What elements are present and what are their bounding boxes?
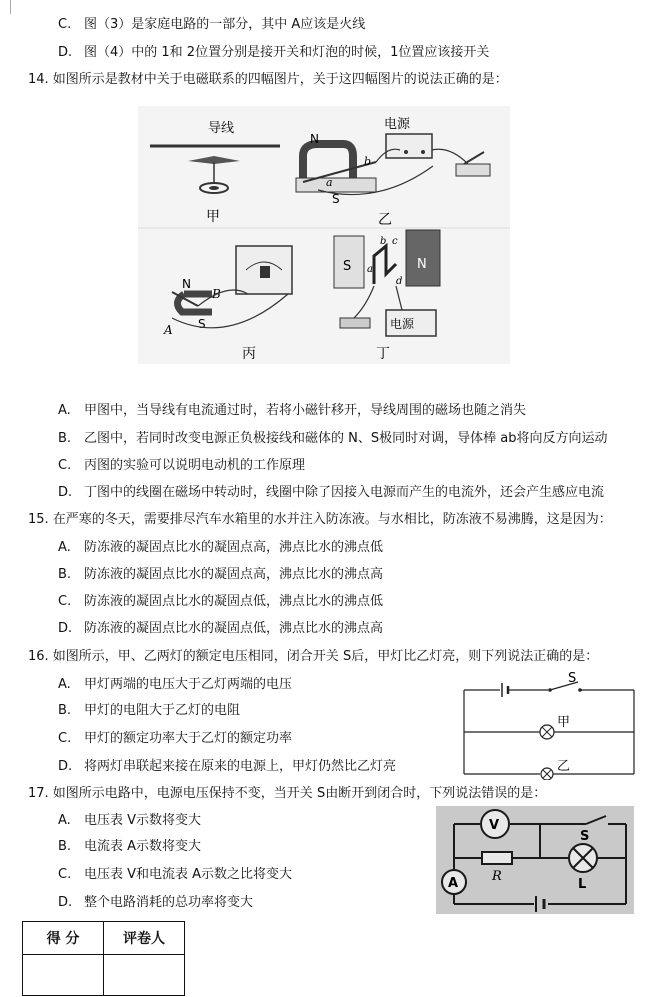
svg-text:b: b	[380, 236, 387, 247]
page-edge-line	[10, 0, 11, 14]
score-header: 得 分	[23, 922, 104, 955]
label-yi: 乙	[378, 212, 392, 228]
svg-text:N: N	[182, 277, 191, 291]
q14-option-b: B. 乙图中，若同时改变电源正负极接线和磁体的 N、S极同时对调，导体棒 ab将向反方向运动	[58, 431, 608, 446]
q16-option-d: D. 将两灯串联起来接在原来的电源上，甲灯仍然比乙灯亮	[58, 759, 397, 774]
q17-circuit	[436, 806, 634, 914]
grader-header: 评卷人	[104, 922, 185, 955]
q17-option-d: D. 整个电路消耗的总功率将变大	[58, 895, 254, 910]
svg-text:a: a	[326, 176, 333, 189]
ammeter-label: A	[448, 876, 459, 891]
option-d-prev: D. 图（4）中的 1和 2位置分别是接开关和灯泡的时候，1位置应该接开关	[58, 45, 490, 60]
lamp2-label: 乙	[557, 759, 571, 774]
svg-text:d: d	[396, 276, 403, 287]
lamp-label: L	[578, 877, 587, 892]
score-table	[22, 921, 185, 996]
svg-text:A: A	[164, 323, 173, 337]
q15-option-d: D. 防冻液的凝固点比水的凝固点低，沸点比水的沸点高	[58, 621, 384, 636]
svg-text:a: a	[367, 264, 373, 275]
svg-text:电源: 电源	[390, 317, 415, 331]
q14-option-d: D. 丁图中的线圈在磁场中转动时，线圈中除了因接入电源而产生的电流外，还会产生感应电流	[58, 485, 605, 500]
svg-text:B: B	[212, 287, 221, 301]
svg-text:N: N	[310, 132, 319, 146]
q16-option-a: A. 甲灯两端的电压大于乙灯两端的电压	[58, 677, 293, 692]
q16-option-b: B. 甲灯的电阻大于乙灯的电阻	[58, 703, 241, 718]
q17-option-a: A. 电压表 V示数将变大	[58, 813, 202, 828]
q15-option-c: C. 防冻液的凝固点比水的凝固点低，沸点比水的沸点低	[58, 594, 384, 609]
option-c-prev: C. 图（3）是家庭电路的一部分，其中 A应该是火线	[58, 17, 366, 32]
lamp1-label: 甲	[557, 715, 571, 730]
question-14-stem: 14. 如图所示是教材中关于电磁联系的四幅图片，关于这四幅图片的说法正确的是：	[28, 72, 508, 87]
svg-text:c: c	[392, 236, 398, 247]
power-label: 电源	[384, 117, 411, 132]
q16-option-c: C. 甲灯的额定功率大于乙灯的额定功率	[58, 731, 293, 746]
q14-figure	[138, 106, 510, 364]
svg-text:b: b	[364, 155, 372, 168]
svg-text:S: S	[332, 192, 340, 206]
label-ding: 丁	[376, 346, 390, 362]
switch-label: S	[568, 671, 577, 686]
svg-text:S: S	[343, 259, 352, 274]
q15-option-a: A. 防冻液的凝固点比水的凝固点高，沸点比水的沸点低	[58, 540, 384, 555]
svg-text:S: S	[198, 317, 206, 331]
label-jia: 甲	[206, 209, 220, 225]
q15-option-b: B. 防冻液的凝固点比水的凝固点高，沸点比水的沸点高	[58, 567, 384, 582]
resistor-label: R	[492, 869, 502, 884]
grader-cell[interactable]	[104, 955, 185, 996]
q17-option-c: C. 电压表 V和电流表 A示数之比将变大	[58, 867, 293, 882]
q16-circuit	[460, 670, 638, 780]
q14-option-a: A. 甲图中，当导线有电流通过时，若将小磁针移开，导线周围的磁场也随之消失	[58, 403, 527, 418]
q17-option-b: B. 电流表 A示数将变大	[58, 839, 202, 854]
switch-label: S	[580, 829, 590, 844]
wire-label: 导线	[208, 121, 235, 136]
label-bing: 丙	[242, 346, 256, 362]
question-17-stem: 17. 如图所示电路中，电源电压保持不变，当开关 S由断开到闭合时，下列说法错误的是：	[28, 786, 547, 801]
question-16-stem: 16. 如图所示，甲、乙两灯的额定电压相同，闭合开关 S后，甲灯比乙灯亮，则下列说法正确的是：	[28, 649, 599, 664]
q14-option-c: C. 丙图的实验可以说明电动机的工作原理	[58, 458, 306, 473]
score-cell[interactable]	[23, 955, 104, 996]
question-15-stem: 15. 在严寒的冬天，需要排尽汽车水箱里的水并注入防冻液。与水相比，防冻液不易沸腾，这是因为：	[28, 512, 612, 527]
svg-text:N: N	[417, 257, 427, 272]
voltmeter-label: V	[489, 818, 500, 833]
